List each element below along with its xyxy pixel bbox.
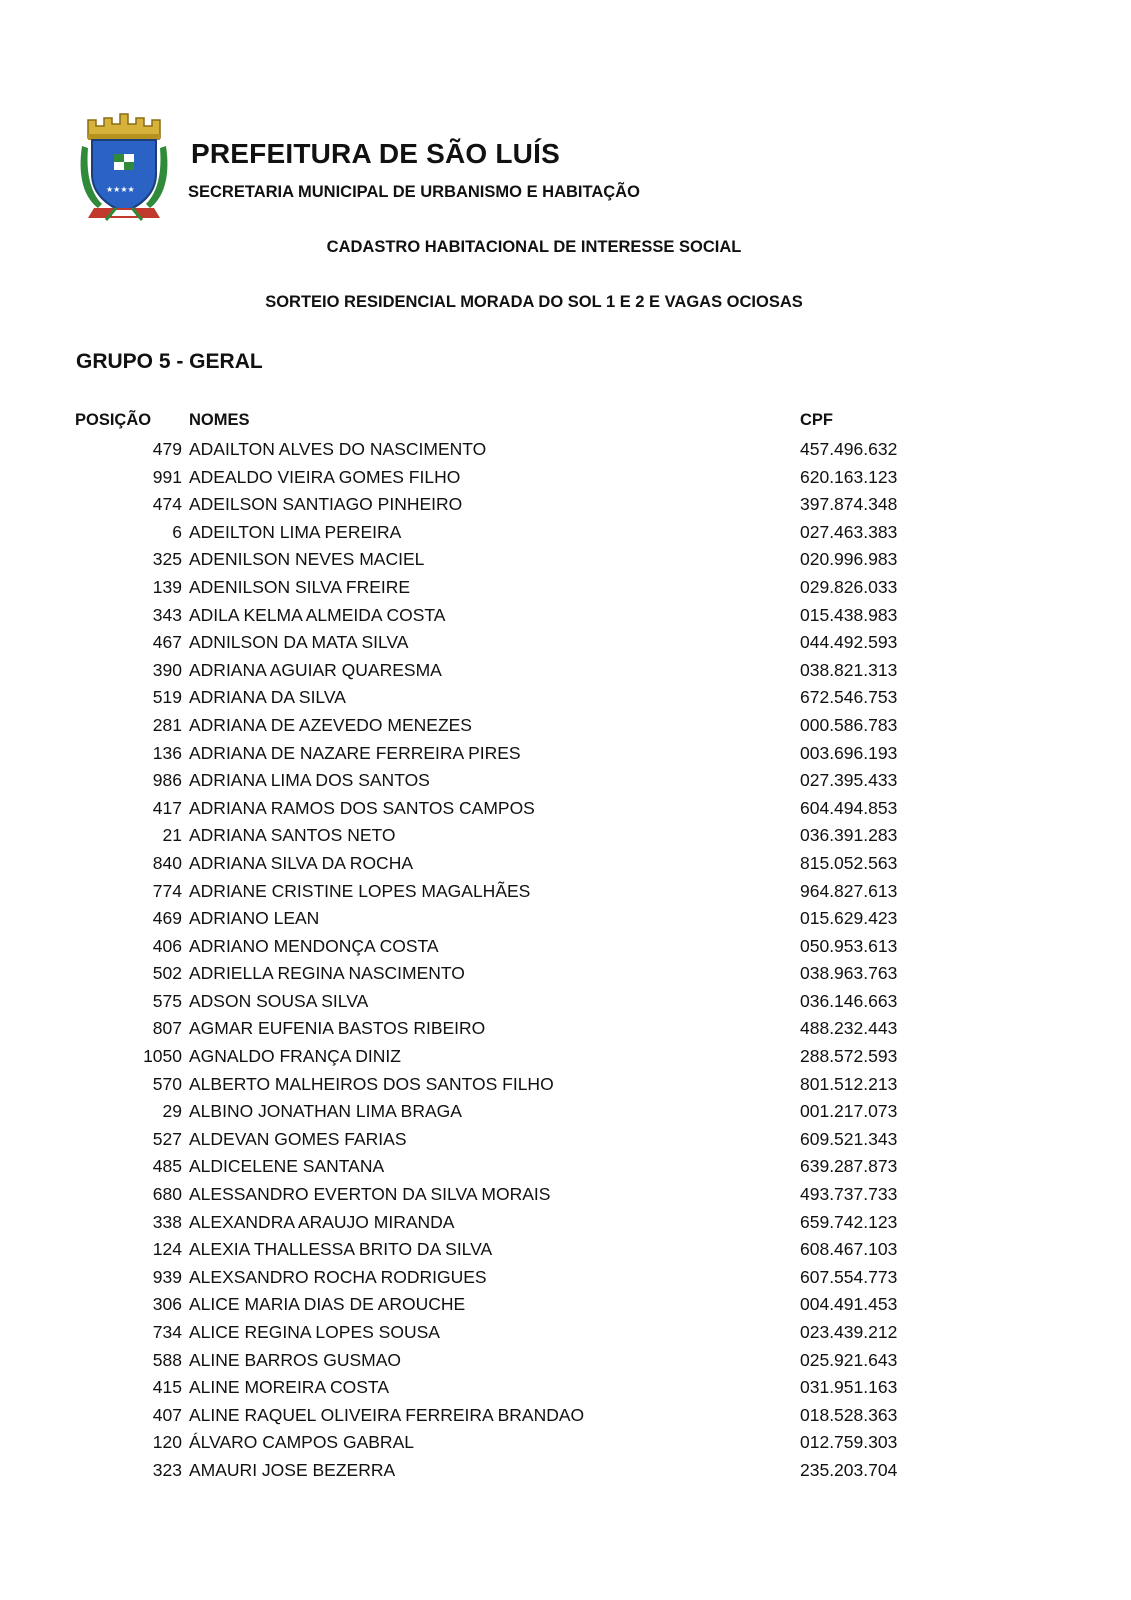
cpf-cell: 659.742.123: [800, 1211, 898, 1232]
position-cell: 1050: [143, 1046, 182, 1067]
table-row: [0, 546, 1131, 574]
name-cell: ADRIANA DA SILVA: [189, 687, 346, 708]
name-cell: ALICE MARIA DIAS DE AROUCHE: [189, 1294, 466, 1315]
name-cell: ADEALDO VIEIRA GOMES FILHO: [189, 466, 461, 487]
position-cell: 124: [152, 1239, 182, 1260]
cpf-cell: 015.629.423: [800, 908, 898, 929]
table-row: [0, 850, 1131, 878]
name-cell: ÁLVARO CAMPOS GABRAL: [189, 1432, 414, 1453]
org-title: PREFEITURA DE SÃO LUÍS: [191, 138, 560, 169]
name-cell: ALESSANDRO EVERTON DA SILVA MORAIS: [189, 1184, 551, 1205]
position-cell: 840: [152, 852, 182, 873]
cpf-cell: 029.826.033: [800, 576, 898, 597]
table-row: [0, 1181, 1131, 1209]
cpf-cell: 012.759.303: [800, 1432, 898, 1453]
cpf-cell: 044.492.593: [800, 632, 898, 653]
position-cell: 575: [152, 990, 182, 1011]
position-cell: 680: [152, 1184, 182, 1205]
cpf-cell: 023.439.212: [800, 1322, 898, 1342]
cpf-cell: 672.546.753: [800, 687, 898, 708]
position-cell: 467: [152, 632, 182, 653]
position-cell: 527: [152, 1128, 182, 1149]
document-subtitle: SORTEIO RESIDENCIAL MORADA DO SOL 1 E 2 E VAGAS OCIOSAS: [265, 293, 803, 311]
position-cell: 338: [152, 1211, 182, 1232]
position-cell: 774: [152, 880, 182, 901]
cpf-cell: 639.287.873: [800, 1156, 898, 1177]
cpf-cell: 004.491.453: [800, 1294, 898, 1315]
org-subtitle: SECRETARIA MUNICIPAL DE URBANISMO E HABITAÇÃO: [188, 183, 640, 201]
cpf-cell: 604.494.853: [800, 797, 898, 818]
position-cell: 281: [152, 714, 182, 735]
name-cell: ADILA KELMA ALMEIDA COSTA: [189, 604, 446, 625]
table-row: [0, 822, 1131, 850]
cpf-cell: 015.438.983: [800, 604, 898, 625]
position-cell: 570: [152, 1073, 182, 1094]
name-cell: ALINE RAQUEL OLIVEIRA FERREIRA BRANDAO: [189, 1404, 585, 1425]
position-cell: 485: [152, 1156, 182, 1177]
column-header-cpf: CPF: [800, 411, 833, 429]
table-row: [0, 1347, 1131, 1375]
table-row: [0, 1126, 1131, 1154]
document-title: CADASTRO HABITACIONAL DE INTERESSE SOCIAL: [326, 238, 742, 256]
cpf-cell: 607.554.773: [800, 1266, 898, 1287]
position-cell: 474: [152, 494, 182, 515]
table-row: [0, 1236, 1131, 1264]
cpf-cell: 038.963.763: [800, 963, 898, 984]
position-cell: 734: [152, 1322, 182, 1342]
cpf-cell: 815.052.563: [800, 852, 898, 873]
cpf-cell: 018.528.363: [800, 1404, 898, 1425]
name-cell: ALBINO JONATHAN LIMA BRAGA: [189, 1101, 462, 1122]
cpf-cell: 235.203.704: [800, 1459, 898, 1480]
position-cell: 136: [152, 742, 182, 763]
city-coat-of-arms-logo: [76, 112, 172, 224]
table-row: [0, 795, 1131, 823]
position-cell: 986: [152, 770, 182, 791]
name-cell: ADRIANO MENDONÇA COSTA: [189, 935, 439, 956]
column-header-position: POSIÇÃO: [75, 411, 152, 429]
cpf-cell: 288.572.593: [800, 1046, 898, 1067]
name-cell: ALEXANDRA ARAUJO MIRANDA: [189, 1211, 455, 1232]
name-cell: ALDEVAN GOMES FARIAS: [189, 1128, 407, 1149]
svg-text:★★★★: ★★★★: [106, 185, 135, 194]
table-row: [0, 905, 1131, 933]
table-row: [0, 602, 1131, 630]
cpf-cell: 050.953.613: [800, 935, 898, 956]
name-cell: ADRIANA LIMA DOS SANTOS: [189, 770, 430, 791]
cpf-cell: 964.827.613: [800, 880, 898, 901]
position-cell: 939: [152, 1266, 182, 1287]
position-cell: 21: [162, 825, 182, 846]
position-cell: 807: [152, 1018, 182, 1039]
position-cell: 325: [152, 549, 182, 570]
name-cell: ADENILSON SILVA FREIRE: [189, 576, 411, 597]
position-cell: 407: [152, 1404, 182, 1425]
results-table: [0, 436, 1131, 1485]
cpf-cell: 036.146.663: [800, 990, 898, 1011]
position-cell: 479: [152, 439, 182, 459]
table-row: [0, 1457, 1131, 1485]
position-cell: 6: [172, 521, 182, 542]
cpf-cell: 027.463.383: [800, 521, 898, 542]
position-cell: 29: [162, 1101, 182, 1122]
name-cell: ALINE BARROS GUSMAO: [189, 1349, 401, 1370]
name-cell: ADRIANA RAMOS DOS SANTOS CAMPOS: [189, 797, 535, 818]
name-cell: ADAILTON ALVES DO NASCIMENTO: [189, 439, 487, 459]
position-cell: 502: [152, 963, 182, 984]
name-cell: ADRIANA SILVA DA ROCHA: [189, 852, 414, 873]
cpf-cell: 801.512.213: [800, 1073, 898, 1094]
name-cell: ALDICELENE SANTANA: [189, 1156, 385, 1177]
name-cell: ALBERTO MALHEIROS DOS SANTOS FILHO: [189, 1073, 554, 1094]
group-title: GRUPO 5 - GERAL: [76, 350, 263, 373]
name-cell: AGNALDO FRANÇA DINIZ: [189, 1046, 401, 1067]
name-cell: ADEILTON LIMA PEREIRA: [189, 521, 402, 542]
table-row: [0, 960, 1131, 988]
position-cell: 139: [152, 576, 182, 597]
table-row: [0, 1402, 1131, 1430]
cpf-cell: 000.586.783: [800, 714, 898, 735]
name-cell: ADENILSON NEVES MACIEL: [189, 549, 425, 570]
cpf-cell: 003.696.193: [800, 742, 898, 763]
name-cell: ADRIELLA REGINA NASCIMENTO: [189, 963, 465, 984]
table-row: [0, 491, 1131, 519]
cpf-cell: 001.217.073: [800, 1101, 898, 1122]
cpf-cell: 488.232.443: [800, 1018, 898, 1039]
name-cell: AMAURI JOSE BEZERRA: [189, 1459, 396, 1480]
table-row: [0, 1209, 1131, 1237]
name-cell: ALICE REGINA LOPES SOUSA: [189, 1322, 440, 1342]
position-cell: 390: [152, 659, 182, 680]
cpf-cell: 025.921.643: [800, 1349, 898, 1370]
position-cell: 415: [152, 1377, 182, 1398]
table-row: [0, 767, 1131, 795]
table-row: [0, 740, 1131, 768]
table-row: [0, 657, 1131, 685]
table-row: [0, 464, 1131, 492]
table-row: [0, 684, 1131, 712]
cpf-cell: 027.395.433: [800, 770, 898, 791]
table-row: [0, 1071, 1131, 1099]
position-cell: 323: [152, 1459, 182, 1480]
table-row: [0, 1098, 1131, 1126]
table-row: [0, 1264, 1131, 1292]
cpf-cell: 020.996.983: [800, 549, 898, 570]
position-cell: 406: [152, 935, 182, 956]
name-cell: ADRIANA DE AZEVEDO MENEZES: [189, 714, 472, 735]
table-row: [0, 878, 1131, 906]
column-header-name: NOMES: [189, 411, 250, 429]
position-cell: 469: [152, 908, 182, 929]
cpf-cell: 609.521.343: [800, 1128, 898, 1149]
cpf-cell: 620.163.123: [800, 466, 898, 487]
table-row: [0, 1319, 1131, 1347]
table-row: [0, 519, 1131, 547]
table-row: [0, 933, 1131, 961]
cpf-cell: 397.874.348: [800, 494, 898, 515]
name-cell: ADRIANA DE NAZARE FERREIRA PIRES: [189, 742, 521, 763]
name-cell: ADNILSON DA MATA SILVA: [189, 632, 409, 653]
cpf-cell: 036.391.283: [800, 825, 898, 846]
cpf-cell: 608.467.103: [800, 1239, 898, 1260]
name-cell: AGMAR EUFENIA BASTOS RIBEIRO: [189, 1018, 486, 1039]
table-row: [0, 1153, 1131, 1181]
cpf-cell: 031.951.163: [800, 1377, 898, 1398]
name-cell: ADSON SOUSA SILVA: [189, 990, 369, 1011]
name-cell: ADRIANE CRISTINE LOPES MAGALHÃES: [189, 880, 531, 901]
table-row: [0, 1015, 1131, 1043]
table-row: [0, 436, 1131, 464]
table-row: [0, 1043, 1131, 1071]
table-row: [0, 1374, 1131, 1402]
table-row: [0, 629, 1131, 657]
position-cell: 120: [152, 1432, 182, 1453]
name-cell: ADRIANO LEAN: [189, 908, 320, 929]
position-cell: 519: [152, 687, 182, 708]
name-cell: ALEXSANDRO ROCHA RODRIGUES: [189, 1266, 487, 1287]
cpf-cell: 038.821.313: [800, 659, 898, 680]
name-cell: ALEXIA THALLESSA BRITO DA SILVA: [189, 1239, 493, 1260]
table-row: [0, 1291, 1131, 1319]
table-row: [0, 712, 1131, 740]
position-cell: 991: [152, 466, 182, 487]
position-cell: 306: [152, 1294, 182, 1315]
position-cell: 417: [152, 797, 182, 818]
cpf-cell: 493.737.733: [800, 1184, 898, 1205]
name-cell: ADEILSON SANTIAGO PINHEIRO: [189, 494, 463, 515]
table-row: [0, 574, 1131, 602]
cpf-cell: 457.496.632: [800, 439, 898, 459]
name-cell: ALINE MOREIRA COSTA: [189, 1377, 389, 1398]
name-cell: ADRIANA AGUIAR QUARESMA: [189, 659, 442, 680]
position-cell: 343: [152, 604, 182, 625]
table-row: [0, 1429, 1131, 1457]
position-cell: 588: [152, 1349, 182, 1370]
table-row: [0, 988, 1131, 1016]
name-cell: ADRIANA SANTOS NETO: [189, 825, 396, 846]
